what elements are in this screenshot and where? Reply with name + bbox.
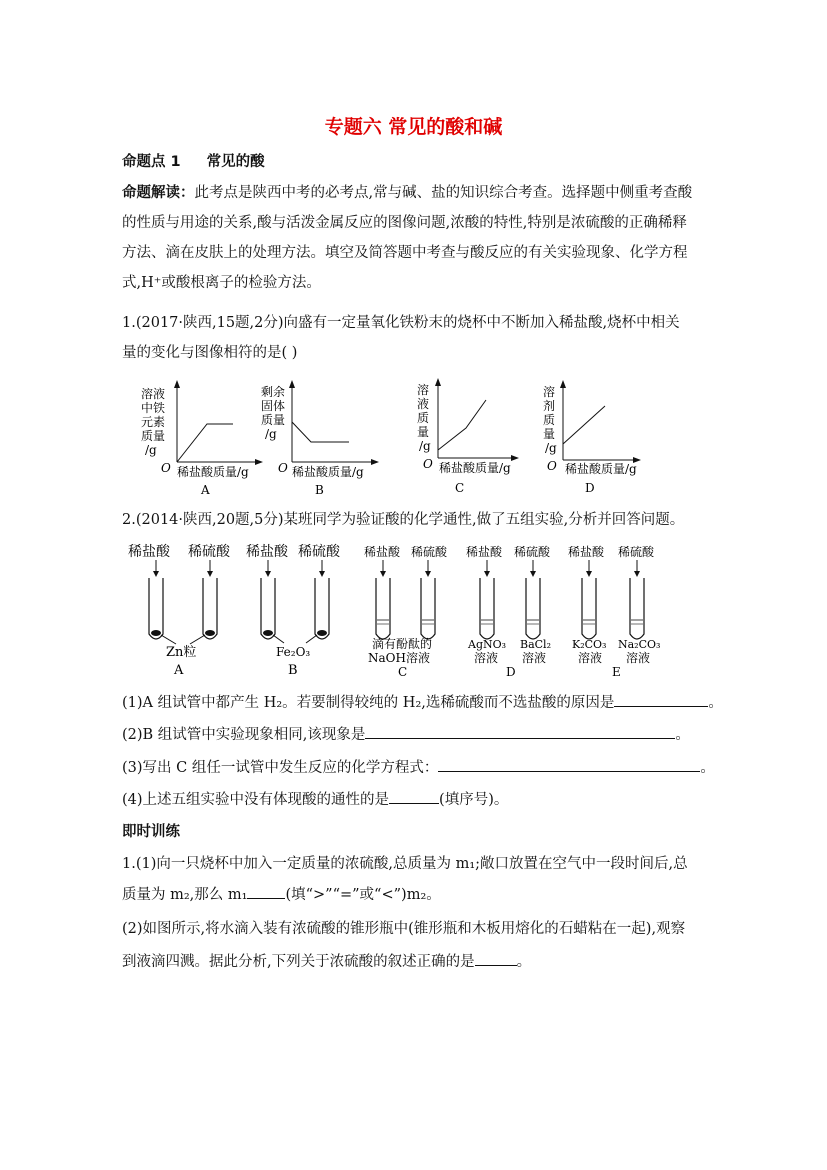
reading-line-3: 方法、滴在皮肤上的处理方法。填空及简答题中考查与酸反应的有关实验现象、化学方程 [122,245,688,261]
svg-text:NaOH溶液: NaOH溶液 [368,651,430,665]
graph-d [543,380,641,495]
group-b [246,543,341,678]
answer-blank-3[interactable] [438,757,700,772]
training-heading: 即时训练 [122,824,180,840]
svg-text:元素: 元素 [141,415,166,429]
svg-text:量: 量 [543,427,556,441]
graph-b [261,380,379,497]
section-name: 常见的酸 [206,154,265,170]
svg-text:Zn粒: Zn粒 [166,645,197,660]
svg-text:稀盐酸: 稀盐酸 [364,545,401,559]
svg-text:/g: /g [545,441,557,455]
svg-text:A: A [174,663,184,678]
answer-blank-6[interactable] [475,951,517,966]
answer-blank-4[interactable] [389,789,439,804]
svg-text:AgNO₃: AgNO₃ [468,638,507,651]
answer-blank-5[interactable] [247,884,285,899]
svg-text:O: O [161,461,171,475]
svg-text:E: E [612,665,621,679]
svg-text:量: 量 [417,425,430,439]
section-label: 命题点 1 [122,154,181,170]
svg-text:液: 液 [417,397,430,411]
svg-text:O: O [423,457,433,471]
group-c [364,544,448,679]
graph-a-xlabel: 稀盐酸质量/g [177,465,249,479]
q1-line-2: 量的变化与图像相符的是( ) [122,345,298,361]
svg-text:稀盐酸: 稀盐酸 [128,544,170,560]
group-e [568,544,660,679]
svg-text:溶液: 溶液 [578,651,603,665]
svg-text:/g: /g [265,427,277,441]
training-q1-line2: 质量为 m₂,那么 m₁ (填“>”“=”或“<”)m₂。 [122,884,712,905]
q2-experiment-figure [128,540,668,680]
section-heading [122,152,712,172]
svg-text:质: 质 [417,411,430,425]
graph-b-xlabel: 稀盐酸质量/g [292,465,364,479]
svg-text:溶: 溶 [543,385,556,399]
training-q2-line2: 到液滴四溅。据此分析,下列关于浓硫酸的叙述正确的是 。 [122,951,712,972]
graph-c [417,378,519,495]
graph-a [141,380,263,497]
svg-text:K₂CO₃: K₂CO₃ [572,638,607,651]
svg-text:溶液: 溶液 [474,651,499,665]
q2-sub1: (1)A 组试管中都产生 H₂。若要制得较纯的 H₂,选稀硫酸而不选盐酸的原因是 。 [122,692,712,713]
svg-text:C: C [398,665,408,679]
training-q2-line1: (2)如图所示,将水滴入装有浓硫酸的锥形瓶中(锥形瓶和木板用熔化的石蜡粘在一起),观察 [122,921,686,937]
training-q1-line1: 1.(1)向一只烧杯中加入一定质量的浓硫酸,总质量为 m₁;敞口放置在空气中一段时间后,总 [122,856,688,872]
q2-line: 2.(2014·陕西,20题,5分)某班同学为验证酸的化学通性,做了五组实验,分析并回答问题。 [122,512,685,528]
q2-sub2: (2)B 组试管中实验现象相同,该现象是 。 [122,724,712,745]
svg-text:D: D [506,665,516,679]
q2-sub4: (4)上述五组实验中没有体现酸的通性的是 (填序号)。 [122,789,712,810]
svg-text:质: 质 [543,413,556,427]
svg-text:剂: 剂 [543,399,556,413]
reading-line-2: 的性质与用途的关系,酸与活泼金属反应的图像问题,浓酸的特性,特别是浓硫酸的正确稀释 [122,215,687,231]
reading-line-4: 式,H⁺或酸根离子的检验方法。 [122,275,321,291]
graph-b-letter: B [315,483,324,497]
svg-text:溶液: 溶液 [522,651,547,665]
svg-text:稀硫酸: 稀硫酸 [188,544,230,560]
reading-label: 命题解读： [122,185,195,201]
answer-blank-1[interactable] [614,692,708,707]
q1-graphs [135,378,655,500]
group-a [128,543,231,678]
q2-sub3: (3)写出 C 组任一试管中发生反应的化学方程式： 。 [122,757,712,778]
svg-text:稀盐酸: 稀盐酸 [246,544,288,560]
graph-a-letter: A [201,483,210,497]
svg-text:剩余: 剩余 [261,385,286,399]
svg-text:Fe₂O₃: Fe₂O₃ [276,645,311,659]
svg-text:B: B [288,663,298,678]
page-title: 专题六 常见的酸和碱 [324,116,503,138]
q1-line-1: 1.(2017·陕西,15题,2分)向盛有一定量氧化铁粉末的烧杯中不断加入稀盐酸,烧杯中相关 [122,315,680,331]
reading-line-1: 命题解读：此考点是陕西中考的必考点,常与碱、盐的知识综合考查。选择题中侧重考查酸 [122,185,693,201]
svg-text:O: O [278,461,288,475]
group-d [466,544,551,679]
graph-c-xlabel: 稀盐酸质量/g [439,461,511,475]
svg-text:滴有酚酞的: 滴有酚酞的 [372,637,433,651]
svg-text:稀盐酸: 稀盐酸 [568,545,605,559]
svg-text:溶液: 溶液 [626,651,651,665]
svg-text:稀硫酸: 稀硫酸 [618,545,655,559]
svg-text:质量: 质量 [261,413,286,427]
svg-text:/g: /g [419,439,431,453]
svg-text:/g: /g [145,443,157,457]
svg-text:固体: 固体 [261,399,286,413]
svg-text:稀硫酸: 稀硫酸 [514,545,551,559]
graph-d-xlabel: 稀盐酸质量/g [565,462,637,476]
svg-text:BaCl₂: BaCl₂ [520,638,551,651]
svg-text:稀盐酸: 稀盐酸 [466,545,503,559]
graph-d-letter: D [585,481,595,495]
svg-text:O: O [547,459,557,473]
svg-text:溶: 溶 [417,383,430,397]
graph-c-letter: C [455,481,465,495]
answer-blank-2[interactable] [365,724,675,739]
svg-text:中铁: 中铁 [141,401,166,415]
svg-text:稀硫酸: 稀硫酸 [298,544,340,560]
graph-a-ylabel-1: 溶液 [141,387,166,401]
svg-text:Na₂CO₃: Na₂CO₃ [618,638,661,651]
svg-text:质量: 质量 [141,429,166,443]
svg-text:稀硫酸: 稀硫酸 [411,545,448,559]
